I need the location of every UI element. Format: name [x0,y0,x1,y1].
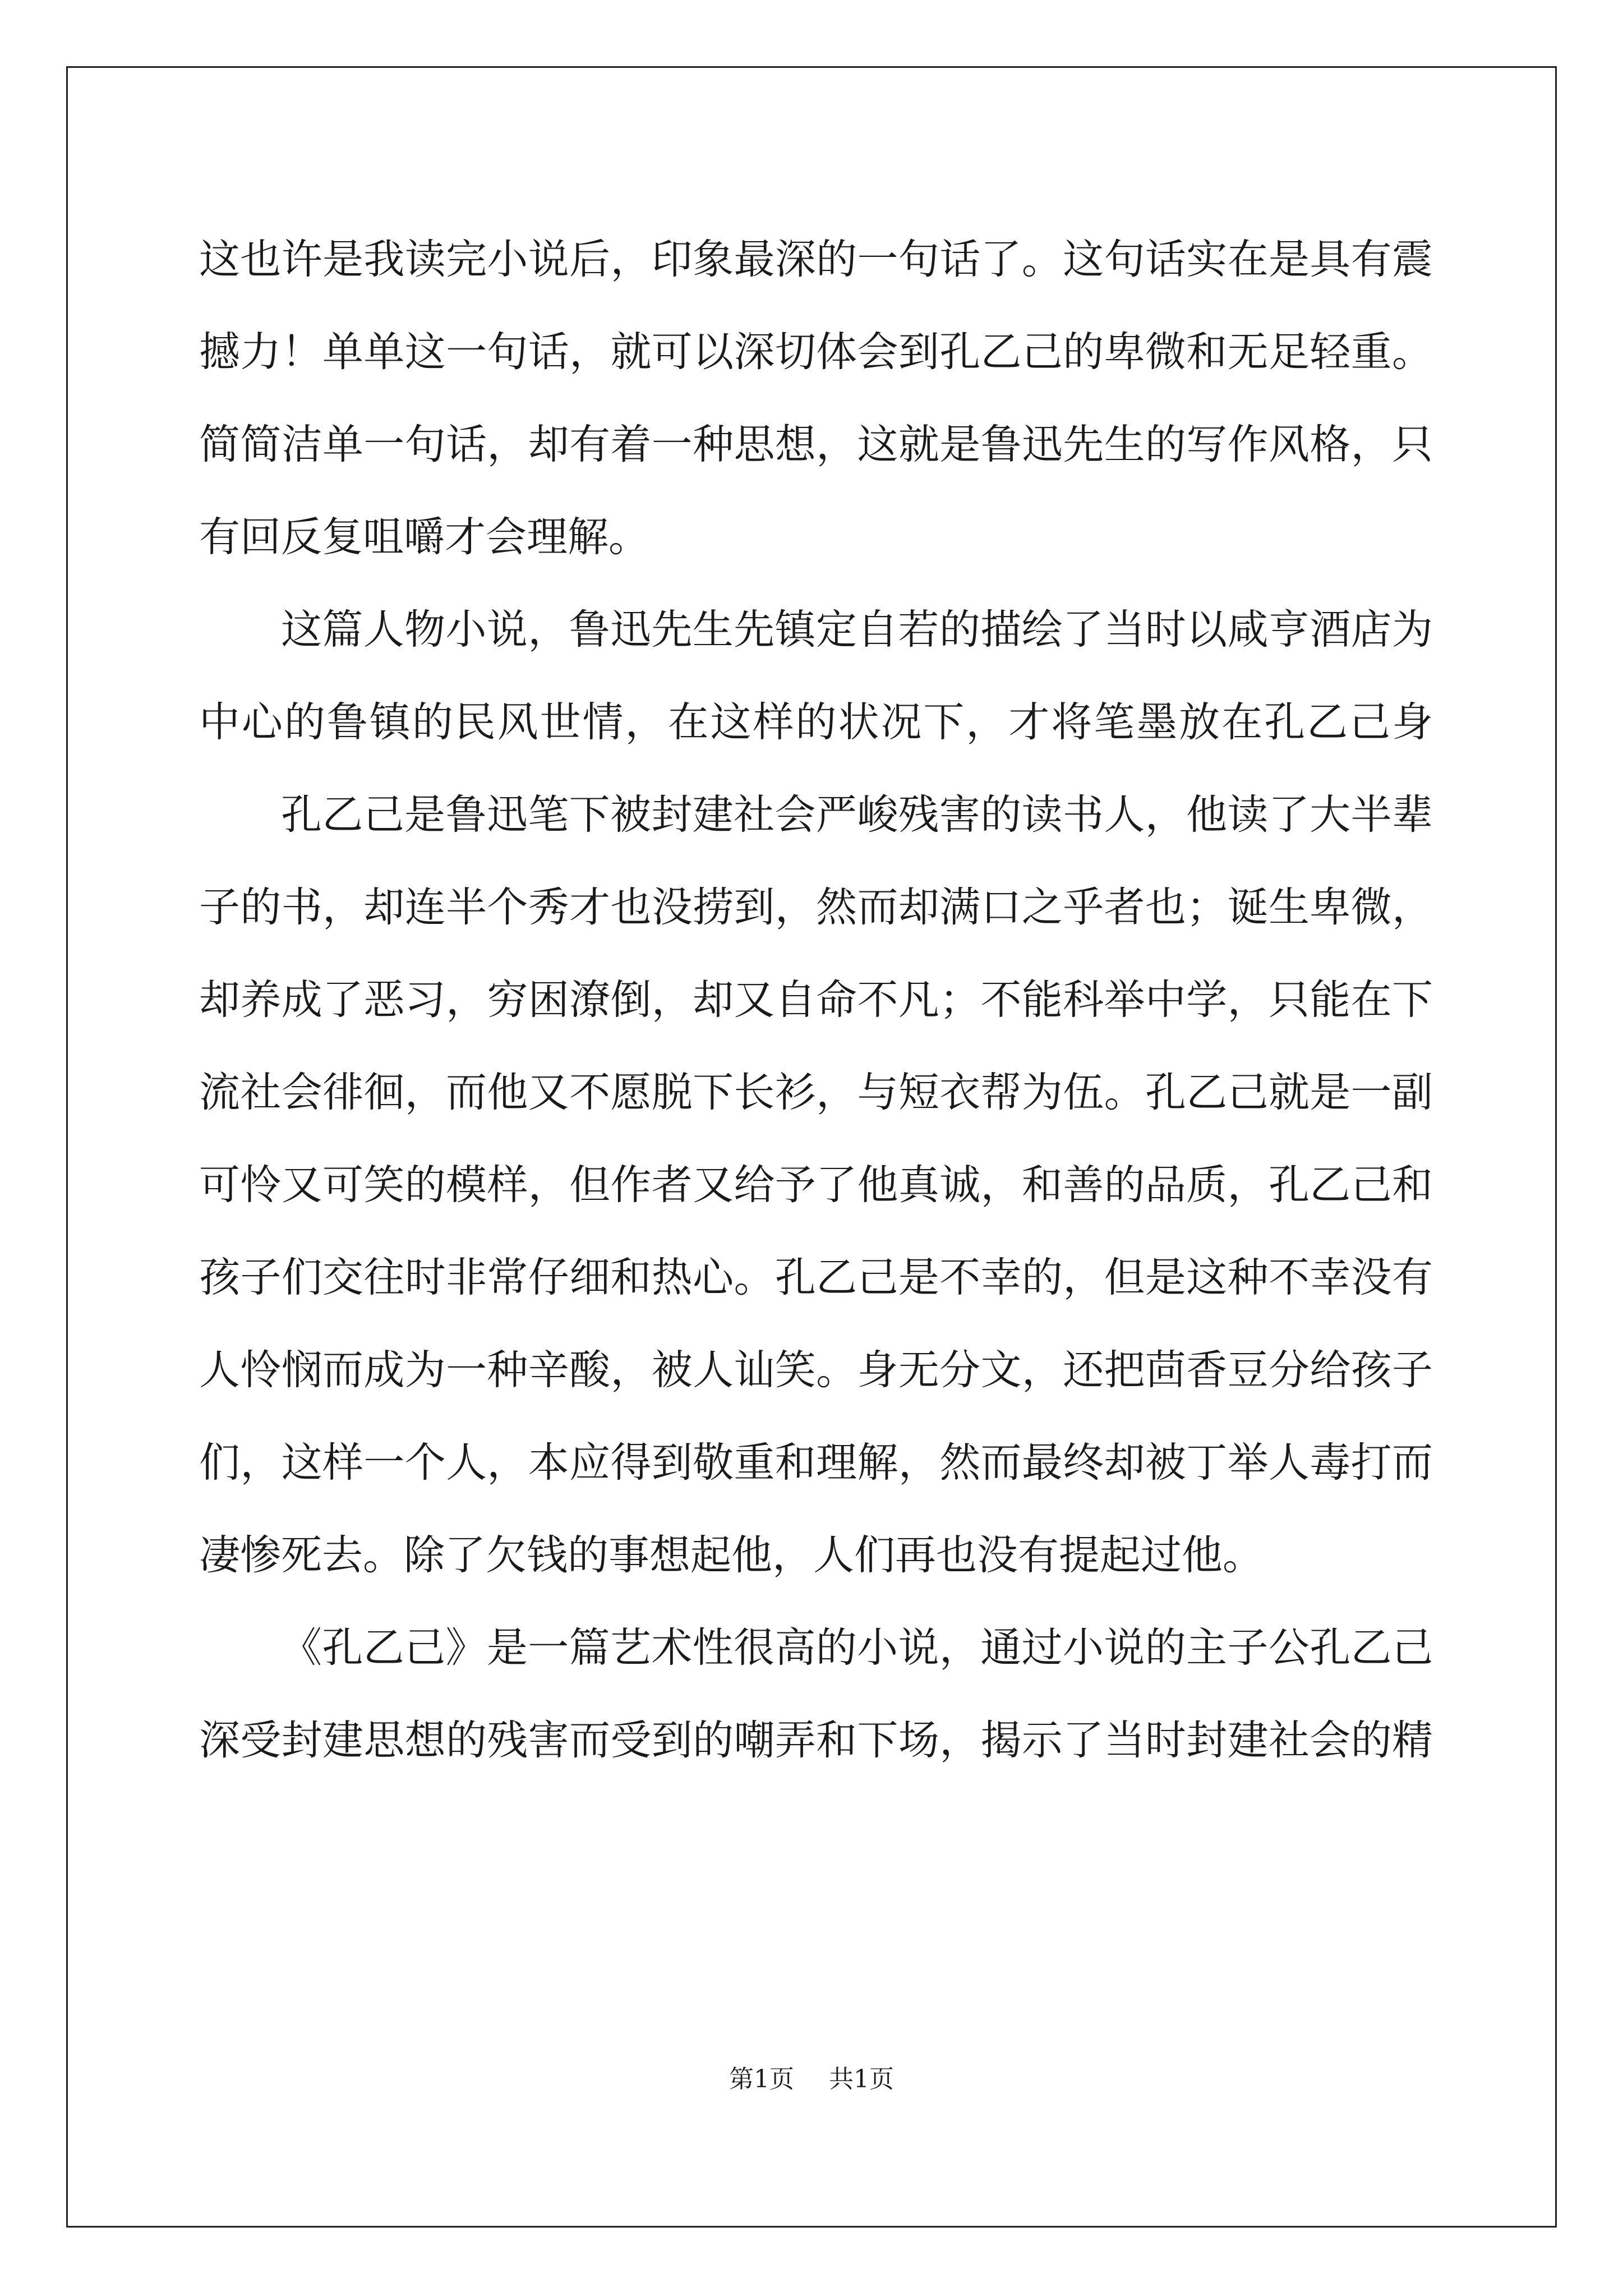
text-line: 们，这样一个人，本应得到敬重和理解，然而最终却被丁举人毒打而 [199,1439,1433,1487]
page-total: 共1页 [829,2065,894,2093]
text-line: 中心的鲁镇的民风世情，在这样的状况下，才将笔墨放在孔乙己身 [199,698,1433,746]
body-text [199,213,1433,1787]
text-line: 人怜悯而成为一种辛酸，被人讪笑。身无分文，还把茴香豆分给孩子 [199,1346,1433,1394]
text-line: 流社会徘徊，而他又不愿脱下长衫，与短衣帮为伍。孔乙己就是一副 [199,1069,1433,1116]
text-line: 《孔乙己》是一篇艺术性很高的小说，通过小说的主子公孔乙己 [281,1624,1433,1672]
page-footer [0,2059,1623,2095]
text-line: 可怜又可笑的模样，但作者又给予了他真诚，和善的品质，孔乙己和 [199,1161,1433,1209]
text-line: 这篇人物小说，鲁迅先生先镇定自若的描绘了当时以咸亨酒店为 [281,606,1433,654]
text-line: 有回反复咀嚼才会理解。 [199,513,649,561]
text-line: 子的书，却连半个秀才也没捞到，然而却满口之乎者也；诞生卑微， [199,884,1433,931]
text-line: 却养成了恶习，穷困潦倒，却又自命不凡；不能科举中学，只能在下 [199,976,1433,1024]
text-line: 孩子们交往时非常仔细和热心。孔乙己是不幸的，但是这种不幸没有 [199,1254,1433,1301]
text-line: 简简洁单一句话，却有着一种思想，这就是鲁迅先生的写作风格，只 [199,421,1433,468]
text-line: 这也许是我读完小说后，印象最深的一句话了。这句话实在是具有震 [199,236,1433,283]
page-number: 第1页 [729,2065,794,2093]
text-line: 深受封建思想的残害而受到的嘲弄和下场，揭示了当时封建社会的精 [199,1717,1433,1764]
text-line: 孔乙己是鲁迅笔下被封建社会严峻残害的读书人，他读了大半辈 [281,791,1433,839]
text-line: 撼力！单单这一句话，就可以深切体会到孔乙己的卑微和无足轻重。 [199,328,1433,376]
text-line: 凄惨死去。除了欠钱的事想起他，人们再也没有提起过他。 [199,1531,1264,1579]
